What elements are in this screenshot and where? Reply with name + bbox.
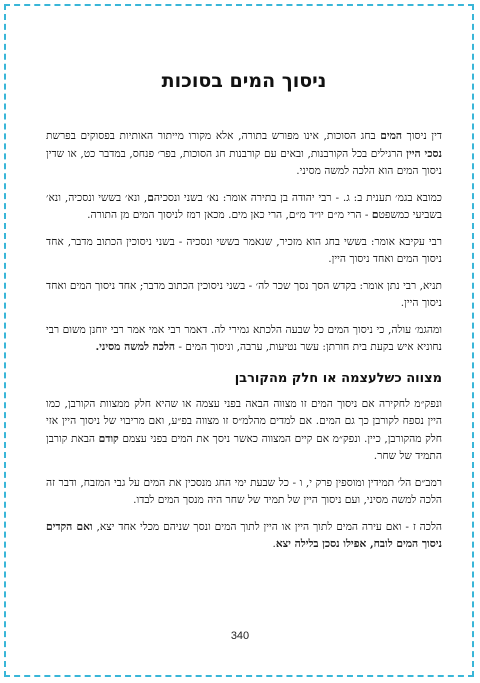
bold-letter: ם	[147, 191, 154, 204]
text: ונפק״מ לחקירה אם ניסוך המים זו מצווה הבאה בפני עצמה או שהיא חלק ממצוות הקורבן, כמו היין נספח לקורבן כך גם המים. אם למדים מהלמ״ס זו מצווה בפ״ע, ואם מריבוי של ניסוך היין אזי חלק מהקורבן, כיין. ונפק״מ אם קיים המצווה כאשר ניסך את המים בפני עצמם	[46, 397, 442, 445]
text: כמובא בגמ׳ תענית ב: ג. - רבי יהודה בן בתירה אומר: נא׳ בשני ונסכיה	[153, 191, 442, 204]
page-title: ניסוך המים בסוכות	[161, 70, 327, 92]
document-page	[46, 70, 442, 563]
paragraph-rambam: רמב״ם הל׳ תמידין ומוספין פרק י, ו - כל שבעת ימי החג מנסכין את המים על גבי המזבח, ודבר זה הלכה למשה מסיני, ועם ניסוך היין של תמיד של שחר היה מנסך המים לבדו.	[46, 476, 442, 506]
text: בחג הסוכות, אינו מפורש בתורה, אלא מקורו מייתור האותיות בפסוקים בפרשת	[46, 130, 381, 142]
text: - הרי מ״ם יו״ד מ״ם, הרי כאן מים. מכאן רמז לניסוך המים מן התורה.	[87, 209, 372, 221]
bold-text: הלכה למשה מסיני.	[95, 341, 175, 353]
paragraph-rabbi-natan: תניא, רבי נתן אומר: בקדש הסך נסך שכר לה׳ - בשני ניסוכין הכתוב מדבר; אחד ניסוך המים ואחד ניסוך היין.	[46, 279, 442, 309]
page-number: 340	[230, 630, 250, 642]
paragraph-rabbi-akiva: רבי עקיבא אומר: בששי בחג הוא מזכיר, שנאמר בששי ונסכיה - בשני ניסוכין הכתוב מדבר, אחד ניסוך המים ואחד ניסוך היין.	[46, 235, 442, 265]
bold-text: המים	[380, 130, 402, 142]
bold-text: נסכי היין	[406, 147, 442, 160]
text: הרגילים בכל הקורבנות, ובאים עם קורבנות חג הסוכות, בפר׳ פנחס, במדבר כט, או שדין ניסוך המים הוא הלכה למשה מסיני.	[46, 147, 442, 177]
text: הלכה ז - ואם עירה המים לתוך היין או היין לתוך המים ונסך שניהם מכלי אחד יצא,	[92, 520, 442, 533]
paragraph-source	[46, 128, 442, 181]
paragraph-halacha-lemoshe	[46, 322, 442, 357]
bold-text: ואם הקדים ניסוך המים לובח, אפילו נסכן בלילה יצא	[46, 520, 442, 550]
text: ומהגמ׳ עולה, כי ניסוך המים כל שבעה הלכתא גמירי לה. דאמר רבי אמי אמר רבי יוחנן משום רבי נחוניא איש בקעת בית חורתן: עשר נטיעות, ערבה, וניסוך המים -	[46, 323, 442, 353]
section-subtitle: מצווה כשלעצמה או חלק מהקורבן	[234, 370, 442, 386]
paragraph-halacha-z	[46, 519, 442, 554]
bold-text: קודם	[98, 432, 119, 445]
text: דין ניסוך	[401, 130, 442, 142]
paragraph-gemara-quote	[46, 190, 442, 225]
text: .	[272, 538, 276, 550]
bold-letter: ם	[371, 209, 379, 221]
text: הבאת קורבן התמיד של שחר.	[46, 432, 442, 462]
text: , ונא׳ בששי ונסכיה, ונא׳ בשביעי כמשפט	[46, 191, 442, 221]
paragraph-nafka-mina	[46, 396, 442, 466]
